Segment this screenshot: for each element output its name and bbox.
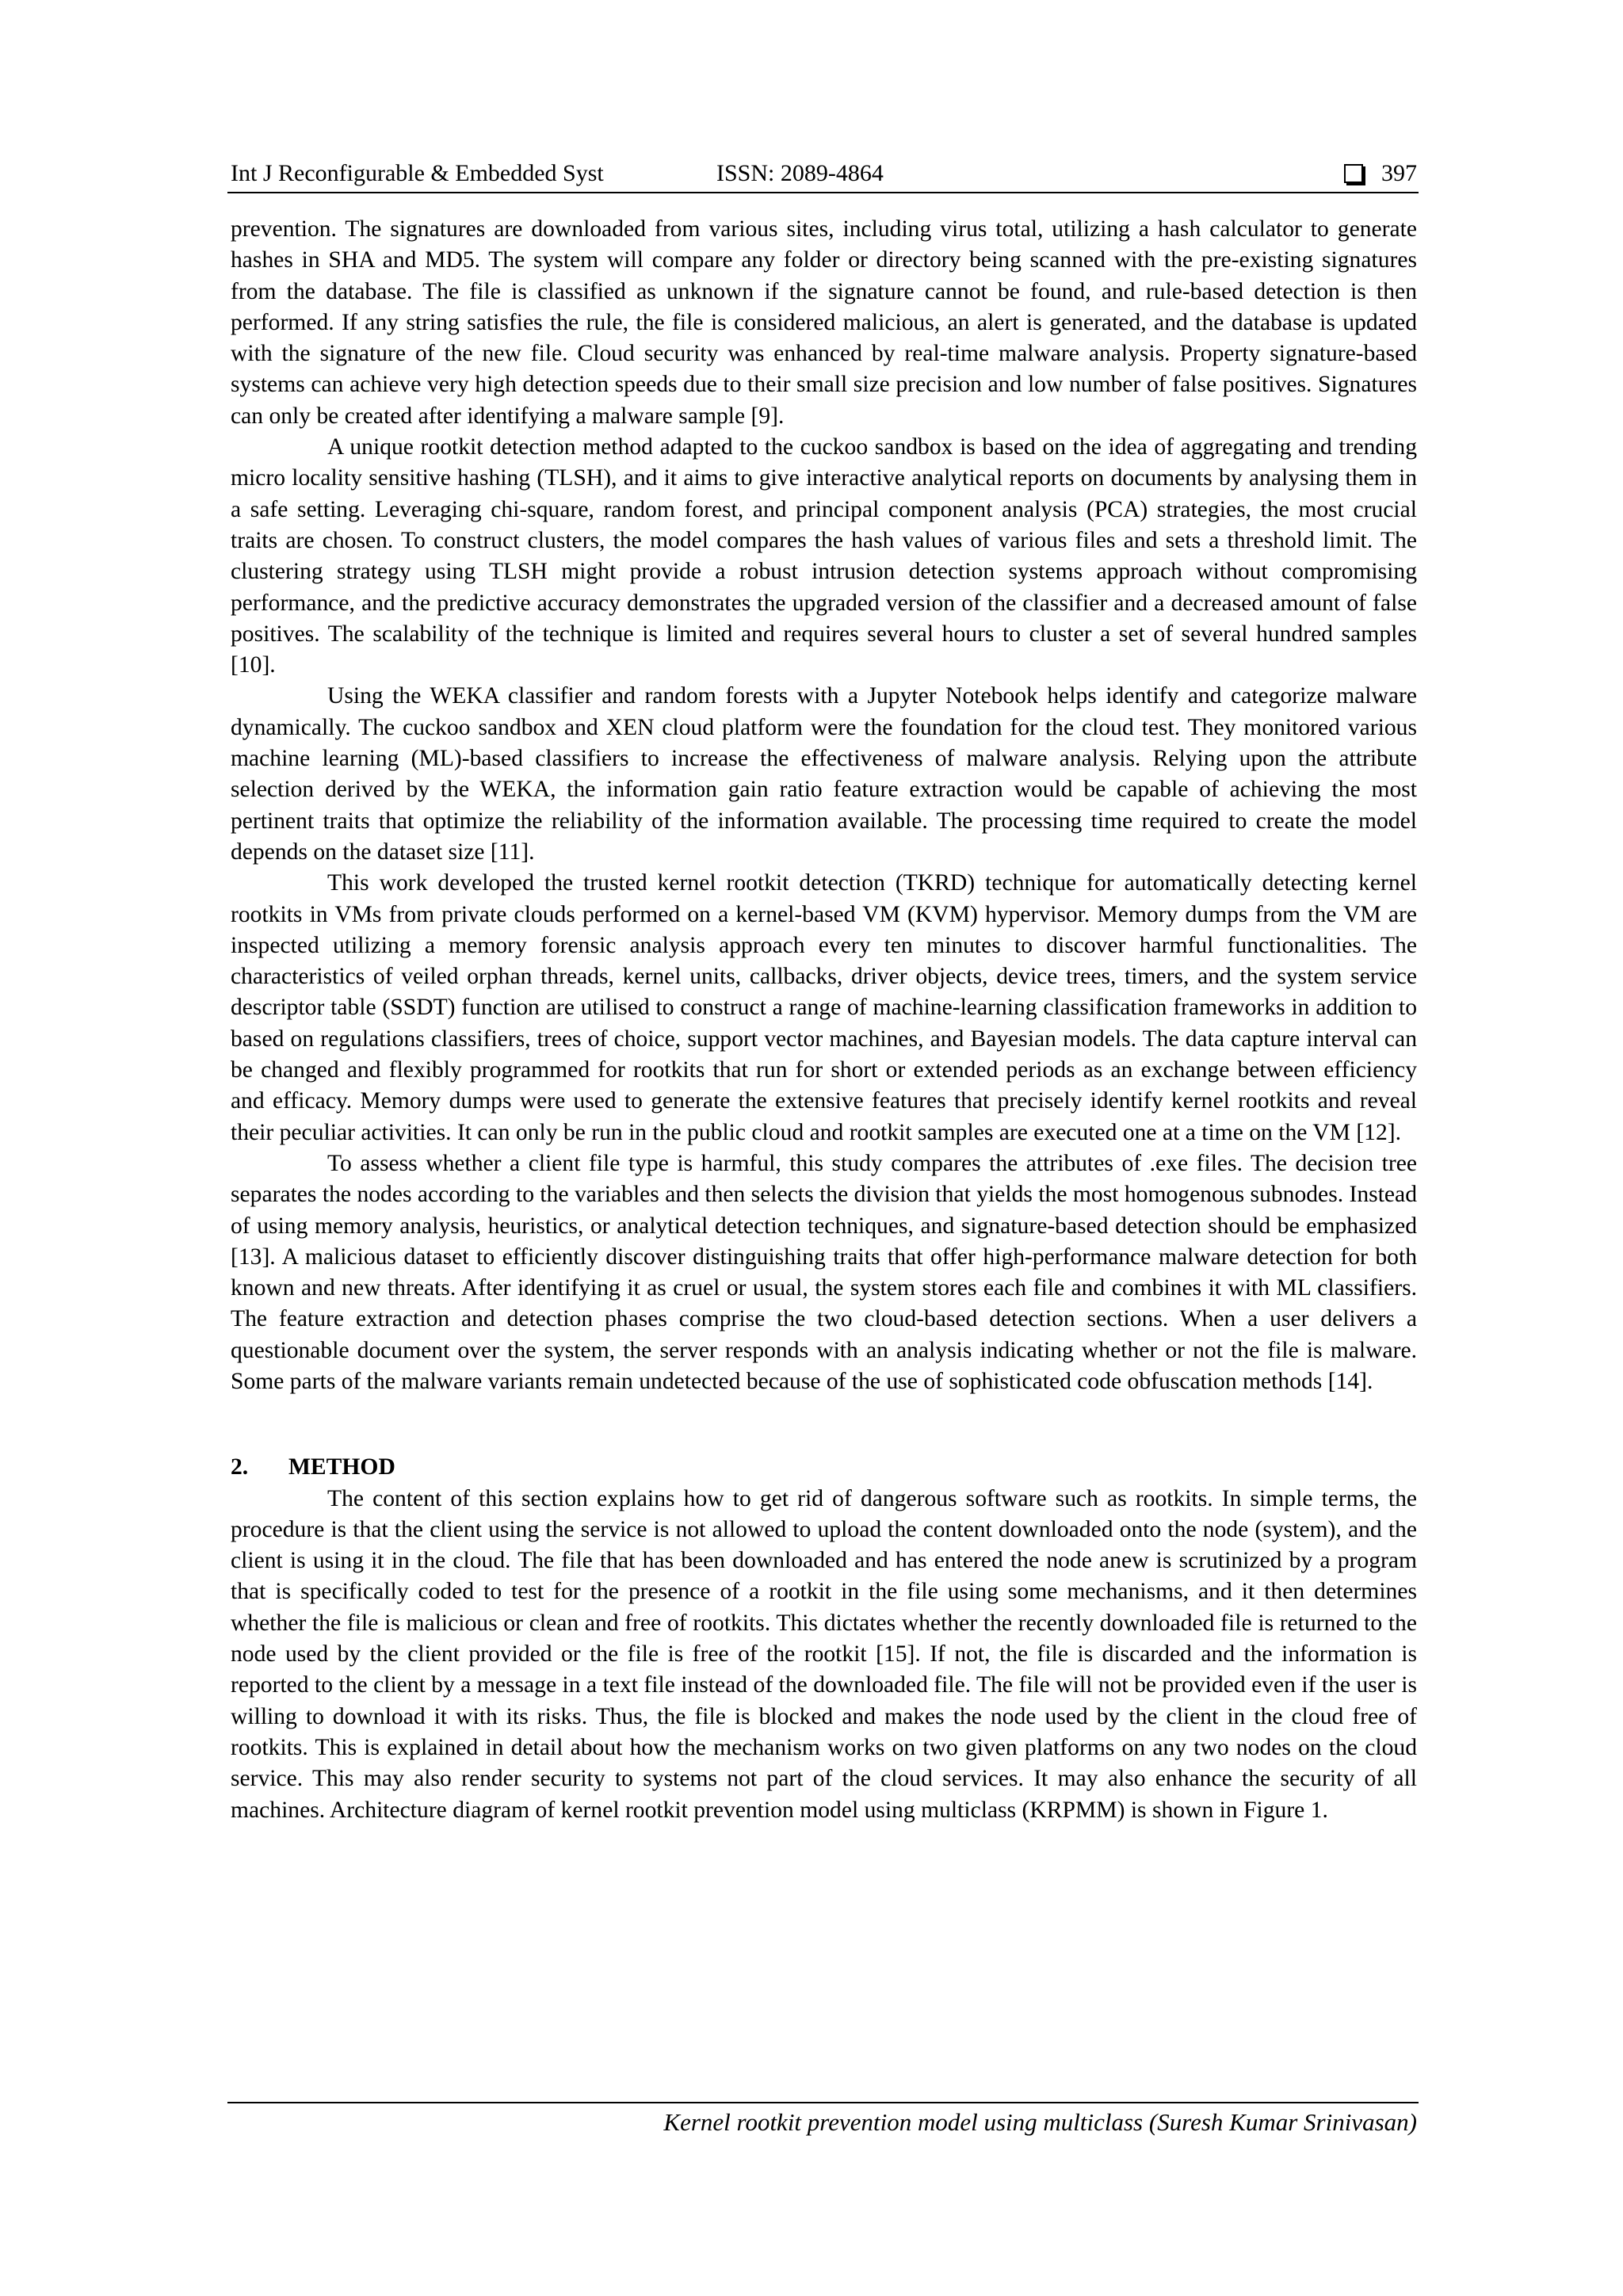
paragraph: This work developed the trusted kernel rootkit detection (TKRD) technique for automatically detecting kernel rootkits in VMs from private clouds performed on a kernel-based VM (KVM) hypervisor. Memory dumps from the VM are inspected utilizing a memory forensic analysis approach every ten minutes to discover harmful functionalities. The characteristics of veiled orphan threads, kernel units, callbacks, driver objects, device trees, timers, and the system service descriptor table (SSDT) function are utilised to construct a range of machine-learning classification frameworks in addition to based on regulations classifiers, trees of choice, support vector machines, and Bayesian models. The data capture interval can be changed and flexibly programmed for rootkits that run for short or extended periods as an exchange between efficiency and efficacy. Memory dumps were used to generate the extensive features that precisely identify kernel rootkits and reveal their peculiar activities. It can only be run in the public cloud and rootkit samples are executed one at a time on the VM [12]. (231, 870, 1417, 1145)
section-heading (231, 1452, 1417, 1483)
running-head (231, 154, 1417, 193)
section-title: METHOD (288, 1454, 395, 1480)
paragraph: To assess whether a client file type is harmful, this study compares the attributes of .exe files. The decision tree separates the nodes according to the variables and then selects the division that yields the most homogenous subnodes. Instead of using memory analysis, heuristics, or analytical detection techniques, and signature-based detection should be emphasized [13]. A malicious dataset to efficiently discover distinguishing traits that offer high-performance malware detection for both known and new threats. After identifying it as cruel or usual, the system stores each file and combines it with ML classifiers. The feature extraction and detection phases comprise the two cloud-based detection sections. When a user delivers a questionable document over the system, the server responds with an analysis indicating whether or not the file is malware. Some parts of the malware variants remain undetected because of the use of sophisticated code obfuscation methods [14]. (231, 1150, 1417, 1394)
issn: ISSN: 2089-4864 (716, 160, 884, 186)
paragraph: Using the WEKA classifier and random forests with a Jupyter Notebook helps identify and categorize malware dynamically. The cuckoo sandbox and XEN cloud platform were the foundation for the cloud test. They monitored various machine learning (ML)-based classifiers to increase the effectiveness of malware analysis. Relying upon the attribute selection derived by the WEKA, the information gain ratio feature extraction would be capable of achieving the most pertinent traits that optimize the reliability of the information available. The processing time required to create the model depends on the dataset size [11]. (231, 683, 1417, 865)
paragraph: A unique rootkit detection method adapted to the cuckoo sandbox is based on the idea of aggregating and trending micro locality sensitive hashing (TLSH), and it aims to give interactive analytical reports on documents by analysing them in a safe setting. Leveraging chi-square, random forest, and principal component analysis (PCA) strategies, the most crucial traits are chosen. To construct clusters, the model compares the hash values of various files and sets a threshold limit. The clustering strategy using TLSH might provide a robust intrusion detection systems approach without compromising performance, and the predictive accuracy demonstrates the upgraded version of the classifier and a decreased amount of false positives. The scalability of the technique is limited and requires several hours to cluster a set of several hundred samples [10]. (231, 434, 1417, 678)
journal-name: Int J Reconfigurable & Embedded Syst (231, 160, 604, 186)
body-text (231, 214, 1417, 1826)
section-paragraph: The content of this section explains how to get rid of dangerous software such as rootkits. In simple terms, the procedure is that the client using the service is not allowed to upload the content downloaded onto the node (system), and the client is using it in the cloud. The file that has been downloaded and has entered the node anew is scrutinized by a program that is specifically coded to test for the presence of a rootkit in the file using some mechanisms, and it then determines whether the file is malicious or clean and free of rootkits. This dictates whether the recently downloaded file is returned to the node used by the client provided or the file is free of the rootkit [15]. If not, the file is discarded and the information is reported to the client by a message in a text file instead of the downloaded file. The file will not be provided even if the user is willing to download it with its risks. Thus, the file is blocked and makes the node used by the client in the cloud free of rootkits. This is explained in detail about how the mechanism works on two given platforms on any two nodes on the cloud service. This may also render security to systems not part of the cloud services. It may also enhance the security of all machines. Architecture diagram of kernel rootkit prevention model using multiclass (KRPMM) is shown in Figure 1. (231, 1485, 1417, 1823)
paragraph: prevention. The signatures are downloaded from various sites, including virus total, utilizing a hash calculator to generate hashes in SHA and MD5. The system will compare any folder or directory being scanned with the pre-existing signatures from the database. The file is classified as unknown if the signature cannot be found, and rule-based detection is then performed. If any string satisfies the rule, the file is considered malicious, an alert is generated, and the database is updated with the signature of the new file. Cloud security was enhanced by real-time malware analysis. Property signature-based systems can achieve very high detection speeds due to their small size precision and low number of false positives. Signatures can only be created after identifying a malware sample [9]. (231, 216, 1417, 429)
header-rule (227, 192, 1419, 193)
section-number: 2. (231, 1454, 249, 1480)
page-number: 397 (1381, 160, 1417, 186)
footer-rule (227, 2102, 1419, 2103)
running-foot: Kernel rootkit prevention model using multiclass (Suresh Kumar Srinivasan) (663, 2108, 1417, 2136)
box-bullet-icon (1344, 164, 1363, 183)
